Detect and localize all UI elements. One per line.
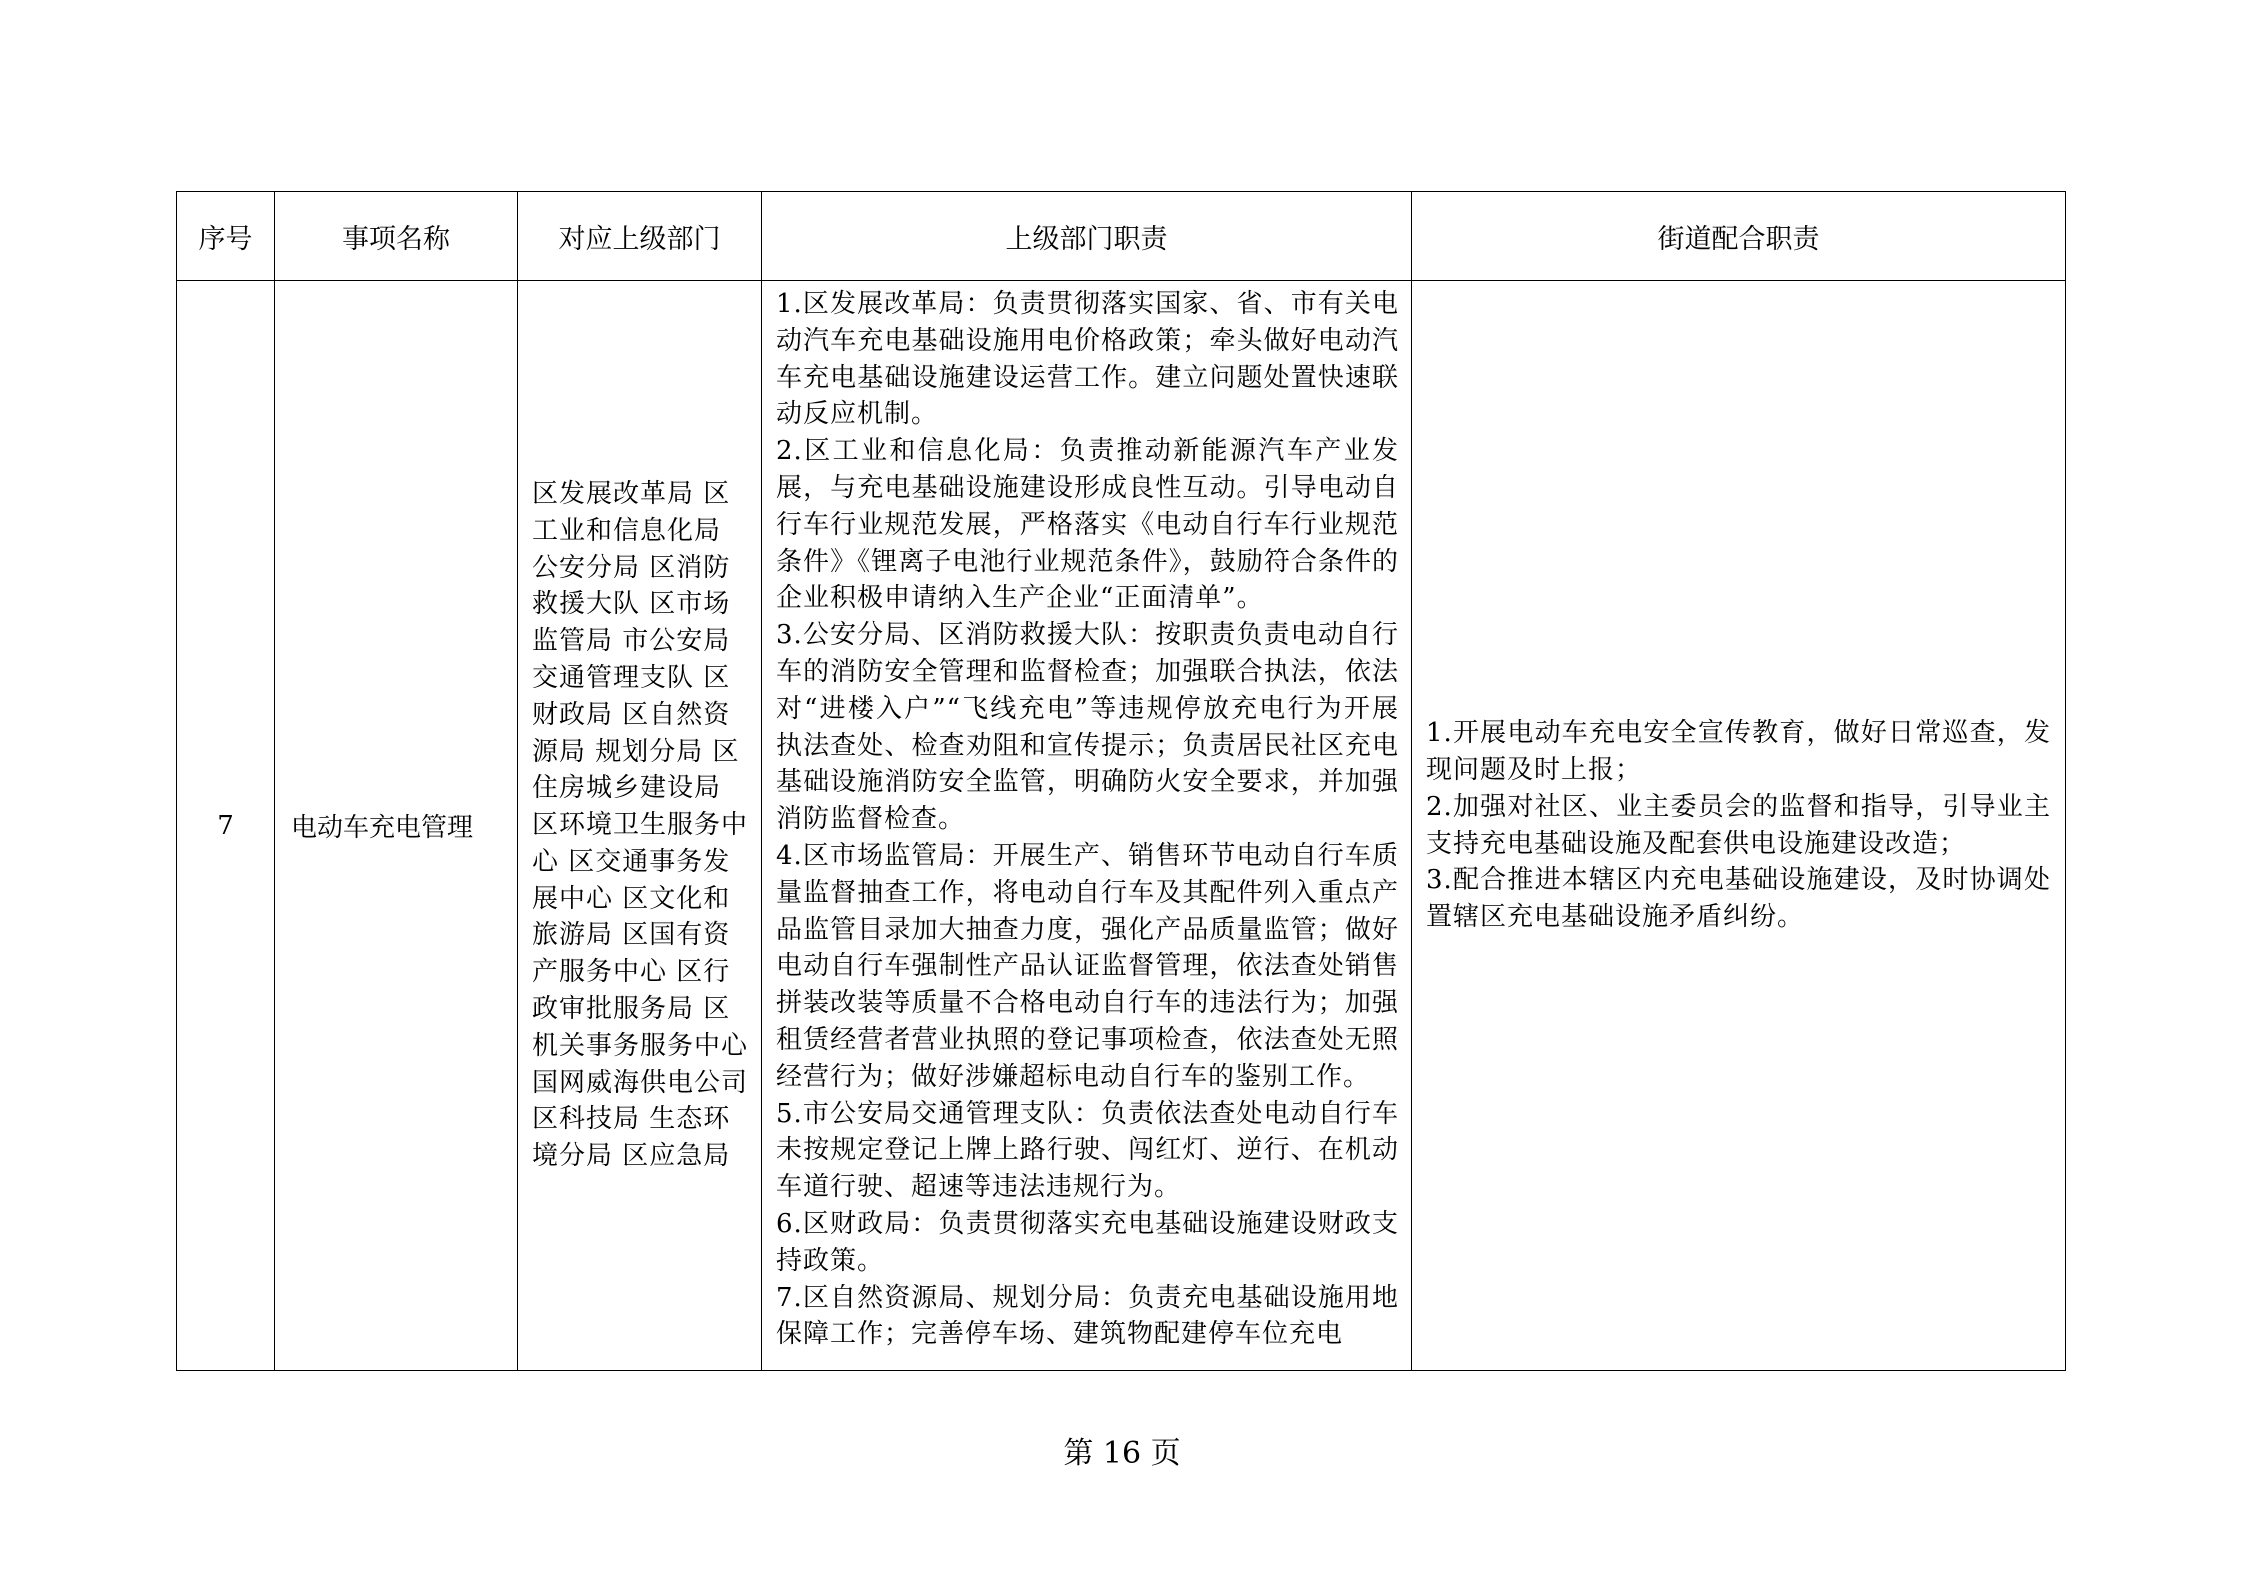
superior-duty-item: 6.区财政局：负责贯彻落实充电基础设施建设财政支持政策。 [776,1208,1399,1276]
table-row [177,281,2066,1371]
page-number: 第 16 页 [1063,1436,1181,1471]
superior-duty-item: 7.区自然资源局、规划分局：负责充电基础设施用地保障工作；完善停车场、建筑物配建停车位充电 [776,1282,1399,1350]
street-duty-item: 1.开展电动车充电安全宣传教育，做好日常巡查，发现问题及时上报； [1426,718,2051,785]
superior-duty-item: 2.区工业和信息化局：负责推动新能源汽车产业发展，与充电基础设施建设形成良性互动。引导电动自行车行业规范发展，严格落实《电动自行车行业规范条件》《锂离子电池行业规范条件》，鼓励符合条件的企业积极申请纳入生产企业“正面清单”。 [776,436,1399,614]
header-street-duties: 街道配合职责 [1412,192,2066,281]
table-header-row [177,192,2066,281]
superior-duty-item: 3.公安分局、区消防救援大队：按职责负责电动自行车的消防安全管理和监督检查；加强联合执法，依法对“进楼入户”“飞线充电”等违规停放充电行为开展执法查处、检查劝阻和宣传提示；负责居民社区充电基础设施消防安全监管，明确防火安全要求，并加强消防监督检查。 [776,620,1399,835]
row-item-name: 电动车充电管理 [275,281,518,1371]
row-street-duties-cell [1412,281,2066,1371]
superior-duty-item: 4.区市场监管局：开展生产、销售环节电动自行车质量监督抽查工作，将电动自行车及其配件列入重点产品监管目录加大抽查力度，强化产品质量监管；做好电动自行车强制性产品认证监督管理，依法查处销售拼装改装等质量不合格电动自行车的违法行为；加强租赁经营者营业执照的登记事项检查，依法查处无照经营行为；做好涉嫌超标电动自行车的鉴别工作。 [776,840,1399,1092]
header-departments: 对应上级部门 [518,192,762,281]
street-duty-item: 3.配合推进本辖区内充电基础设施建设，及时协调处置辖区充电基础设施矛盾纠纷。 [1426,865,2051,933]
header-number: 序号 [177,192,275,281]
row-departments: 区发展改革局 区工业和信息化局 公安分局 区消防救援大队 区市场监管局 市公安局交通管理支队 区财政局 区自然资源局 规划分局 区住房城乡建设局 区环境卫生服务中心 区交通事务发展中心 区文化和旅游局 区国有资产服务中心 区行政审批服务局 区机关事务服务中心 国网威海供电公司 区科技局 生态环境分局 区应急局 [532,478,749,1172]
header-item-name: 事项名称 [275,192,518,281]
header-superior-duties: 上级部门职责 [762,192,1412,281]
superior-duties-list [762,281,1411,1370]
responsibility-table [176,191,2066,1371]
row-departments-cell [518,281,762,1371]
row-number: 7 [177,281,275,1371]
superior-duty-item: 5.市公安局交通管理支队：负责依法查处电动自行车未按规定登记上牌上路行驶、闯红灯、逆行、在机动车道行驶、超速等违法违规行为。 [776,1098,1399,1203]
superior-duty-item: 1.区发展改革局：负责贯彻落实国家、省、市有关电动汽车充电基础设施用电价格政策；牵头做好电动汽车充电基础设施建设运营工作。建立问题处置快速联动反应机制。 [776,289,1399,430]
street-duties-list [1412,715,2065,936]
street-duty-item: 2.加强对社区、业主委员会的监督和指导，引导业主支持充电基础设施及配套供电设施建设改造； [1426,791,2051,859]
row-superior-duties-cell [762,281,1412,1371]
